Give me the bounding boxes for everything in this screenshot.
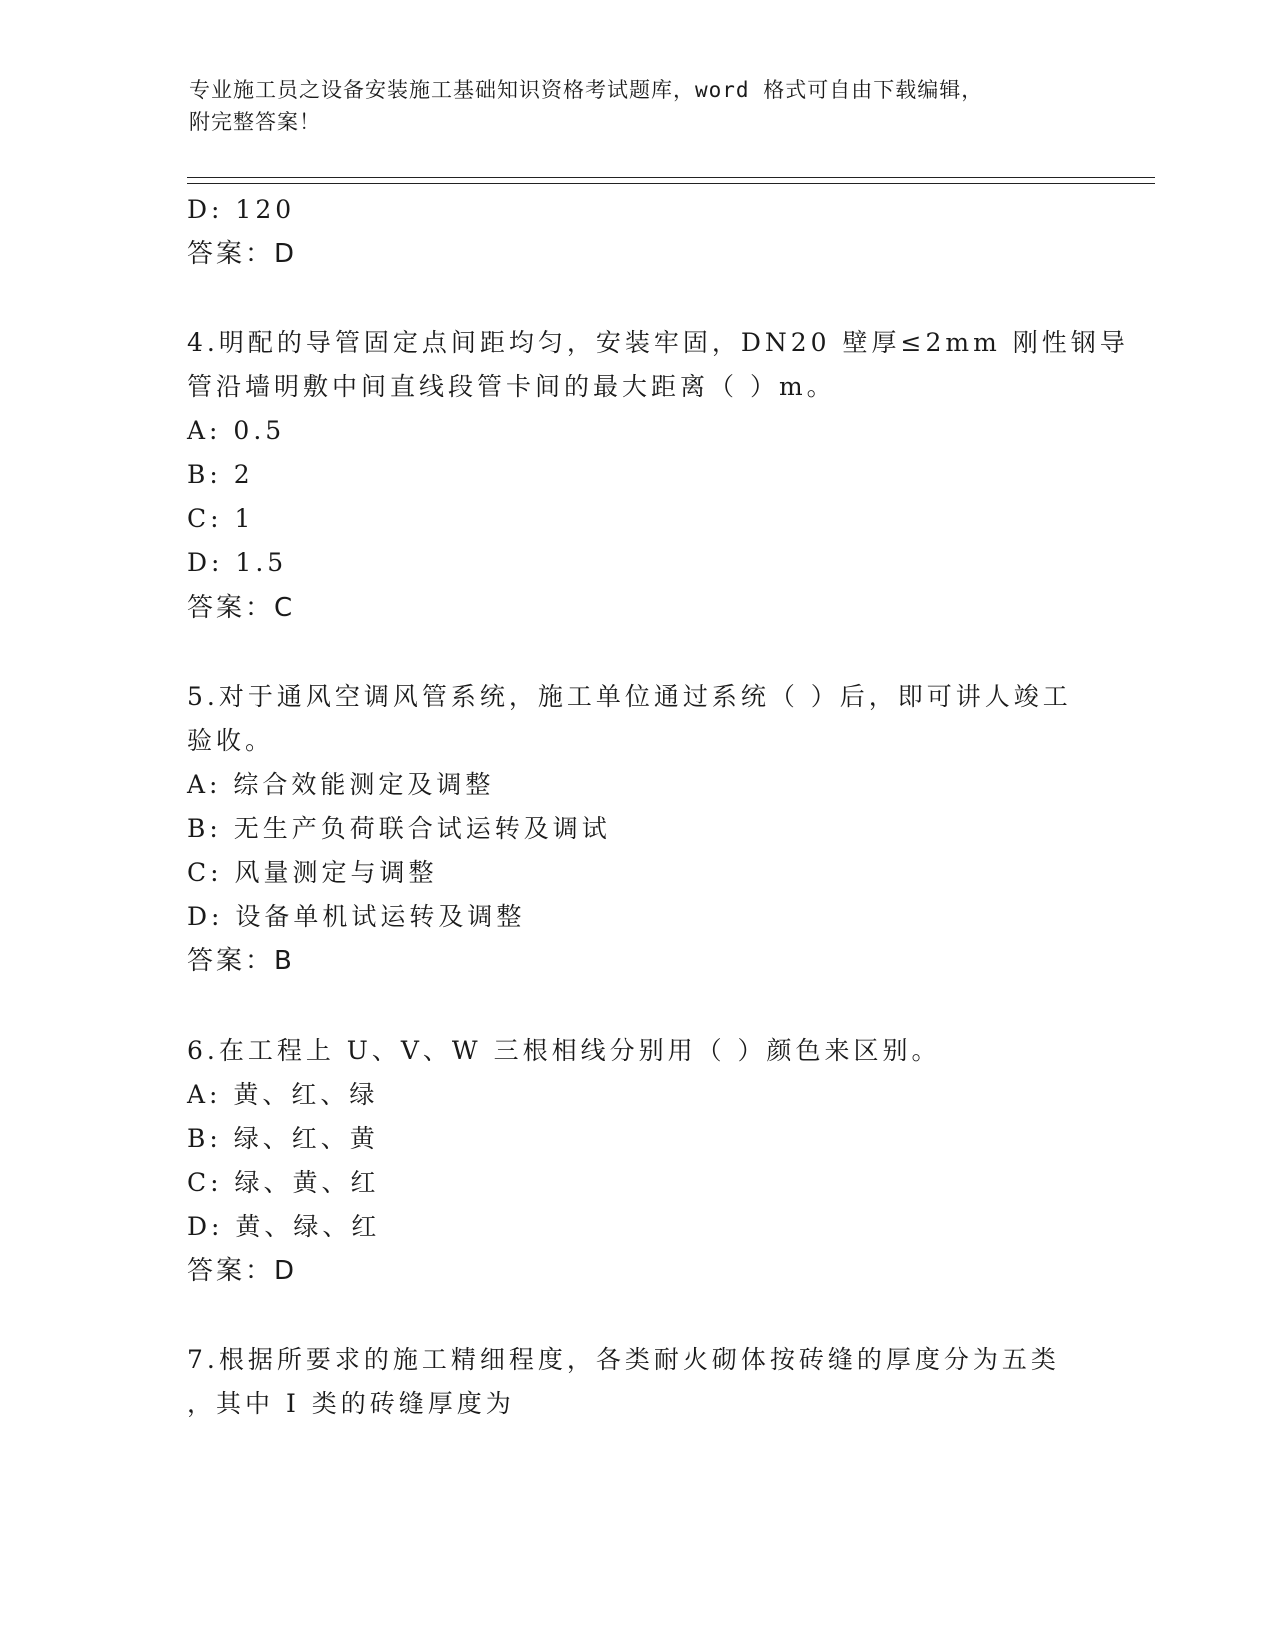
header-title-line1: 专业施工员之设备安装施工基础知识资格考试题库，word 格式可自由下载编辑， [189, 78, 984, 102]
q6-stem-line1: 6.在工程上 U、V、W 三根相线分别用（ ）颜色来区别。 [187, 1036, 941, 1065]
document-header [189, 74, 1149, 138]
q6-option-d: D: 黄、绿、红 [187, 1212, 381, 1241]
q4-stem-line2: 管沿墙明敷中间直线段管卡间的最大距离（ ）m。 [187, 372, 836, 401]
q4-option-d: D: 1.5 [187, 548, 288, 577]
q5-option-b: B: 无生产负荷联合试运转及调试 [187, 814, 611, 843]
prev-answer: 答案：D [187, 239, 298, 269]
q5-option-d: D: 设备单机试运转及调整 [187, 902, 526, 931]
q7-stem-line1: 7.根据所要求的施工精细程度，各类耐火砌体按砖缝的厚度分为五类 [187, 1345, 1060, 1374]
q5-answer: 答案：B [187, 946, 295, 976]
q4-answer: 答案：C [187, 593, 296, 623]
prev-option-d: D: 120 [187, 195, 296, 224]
q4-stem-line1: 4.明配的导管固定点间距均匀，安装牢固，DN20 壁厚≤2mm 刚性钢导 [187, 328, 1129, 357]
q6-option-a: A: 黄、红、绿 [187, 1080, 379, 1109]
q7-stem-line2: ，其中 I 类的砖缝厚度为 [187, 1389, 515, 1418]
q4-option-a: A: 0.5 [187, 416, 286, 445]
header-title-line2: 附完整答案！ [189, 110, 321, 134]
q6-option-c: C: 绿、黄、红 [187, 1168, 380, 1197]
q5-option-c: C: 风量测定与调整 [187, 858, 438, 887]
q5-option-a: A: 综合效能测定及调整 [187, 770, 495, 799]
q4-option-c: C: 1 [187, 504, 255, 533]
q4-option-b: B: 2 [187, 460, 254, 489]
q5-stem-line1: 5.对于通风空调风管系统，施工单位通过系统（ ）后，即可讲人竣工 [187, 682, 1072, 711]
q5-stem-line2: 验收。 [187, 726, 275, 755]
header-divider [187, 177, 1155, 184]
q6-option-b: B: 绿、红、黄 [187, 1124, 379, 1153]
q6-answer: 答案：D [187, 1256, 298, 1286]
